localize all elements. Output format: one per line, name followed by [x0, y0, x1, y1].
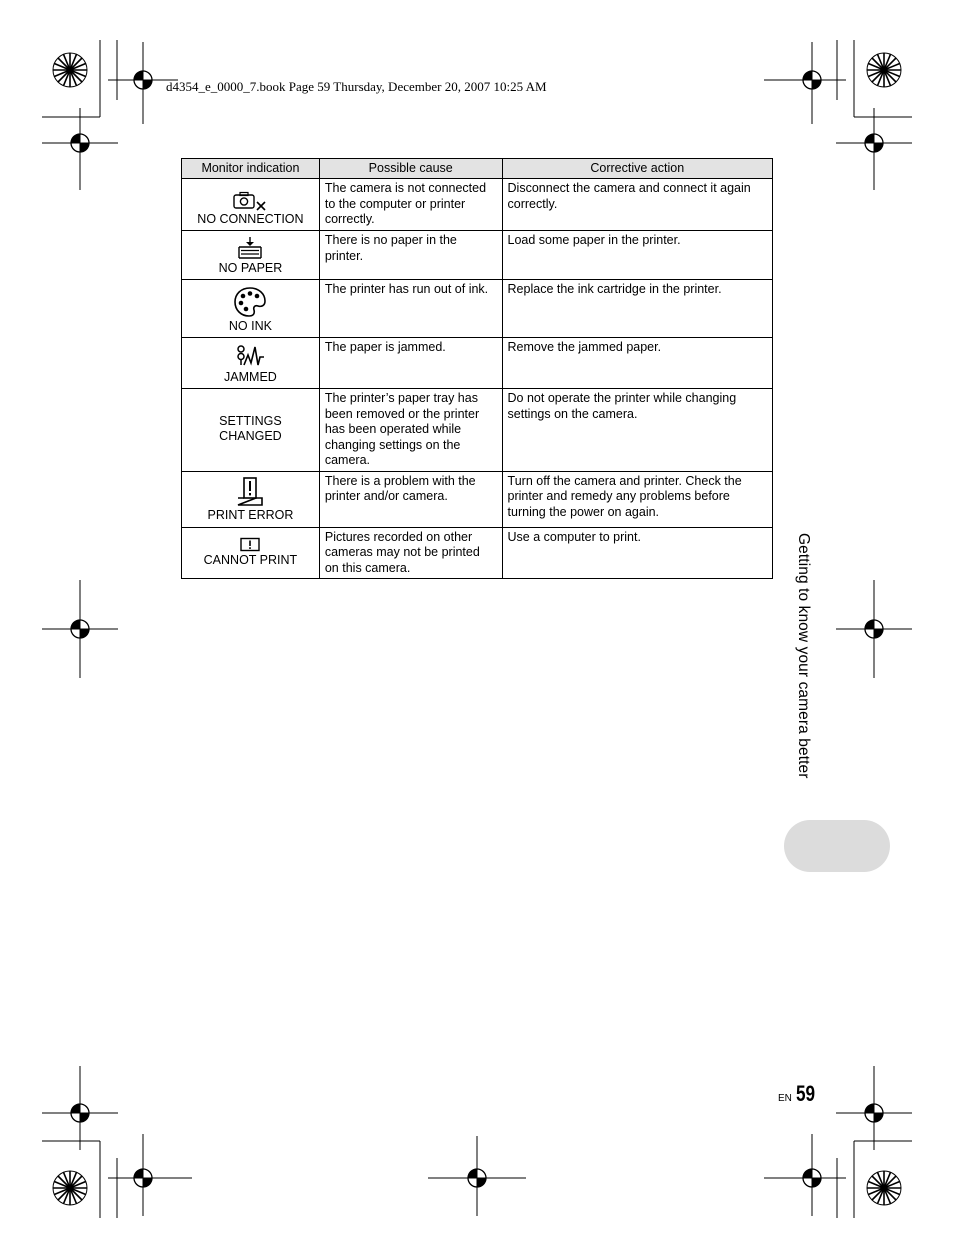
- indication-cell: [182, 280, 320, 338]
- indication-cell: [182, 471, 320, 527]
- indication-label: NO INK: [228, 318, 272, 333]
- indication-label: CANNOT PRINT: [203, 552, 298, 567]
- cause-cell: The camera is not connected to the computer or printer correctly.: [319, 179, 502, 231]
- paper-tray-icon: [235, 236, 265, 260]
- action-cell: Load some paper in the printer.: [502, 231, 772, 280]
- page-language: EN: [778, 1093, 792, 1104]
- action-cell: Use a computer to print.: [502, 527, 772, 579]
- indication-label: JAMMED: [224, 369, 277, 384]
- indication-label: NO PAPER: [218, 260, 283, 275]
- action-cell: Remove the jammed paper.: [502, 338, 772, 389]
- printer-error-icon: [234, 477, 266, 507]
- cause-cell: The paper is jammed.: [319, 338, 502, 389]
- table-row: [182, 527, 773, 579]
- print-header: d4354_e_0000_7.book Page 59 Thursday, December 20, 2007 10:25 AM: [166, 79, 547, 94]
- column-header-possible-cause: Possible cause: [319, 159, 502, 179]
- table-row: [182, 389, 773, 472]
- table-row: [182, 179, 773, 231]
- action-cell: Do not operate the printer while changing settings on the camera.: [502, 389, 772, 472]
- error-message-table: [181, 158, 773, 579]
- ink-palette-icon: [233, 286, 267, 318]
- action-cell: Disconnect the camera and connect it again correctly.: [502, 179, 772, 231]
- indication-label: NO CONNECTION: [197, 211, 304, 226]
- indication-label: CHANGED: [219, 429, 282, 444]
- cause-cell: Pictures recorded on other cameras may not be printed on this camera.: [319, 527, 502, 579]
- table-row: [182, 471, 773, 527]
- indication-label: SETTINGS: [219, 413, 282, 428]
- cause-cell: The printer has run out of ink.: [319, 280, 502, 338]
- column-header-monitor-indication: Monitor indication: [182, 159, 320, 179]
- table-row: [182, 280, 773, 338]
- chapter-tab: [784, 820, 890, 872]
- cause-cell: There is no paper in the printer.: [319, 231, 502, 280]
- indication-cell: [182, 338, 320, 389]
- page-number: 59: [796, 1081, 816, 1106]
- indication-cell: [182, 527, 320, 579]
- indication-label: PRINT ERROR: [207, 508, 294, 522]
- paper-jam-icon: [234, 343, 266, 369]
- cannot-print-icon: [239, 537, 261, 552]
- column-header-corrective-action: Corrective action: [502, 159, 772, 179]
- cause-cell: The printer’s paper tray has been removed or the printer has been operated while changing settings on the camera.: [319, 389, 502, 472]
- camera-disconnected-icon: [232, 191, 268, 211]
- indication-cell: [182, 179, 320, 231]
- indication-cell: [182, 389, 320, 472]
- indication-cell: [182, 231, 320, 280]
- action-cell: Turn off the camera and printer. Check the printer and remedy any problems before turning the power on again.: [502, 471, 772, 527]
- table-header-row: [182, 159, 773, 179]
- table-row: [182, 231, 773, 280]
- action-cell: Replace the ink cartridge in the printer.: [502, 280, 772, 338]
- cause-cell: There is a problem with the printer and/or camera.: [319, 471, 502, 527]
- table-row: [182, 338, 773, 389]
- chapter-title: Getting to know your camera better: [795, 533, 812, 779]
